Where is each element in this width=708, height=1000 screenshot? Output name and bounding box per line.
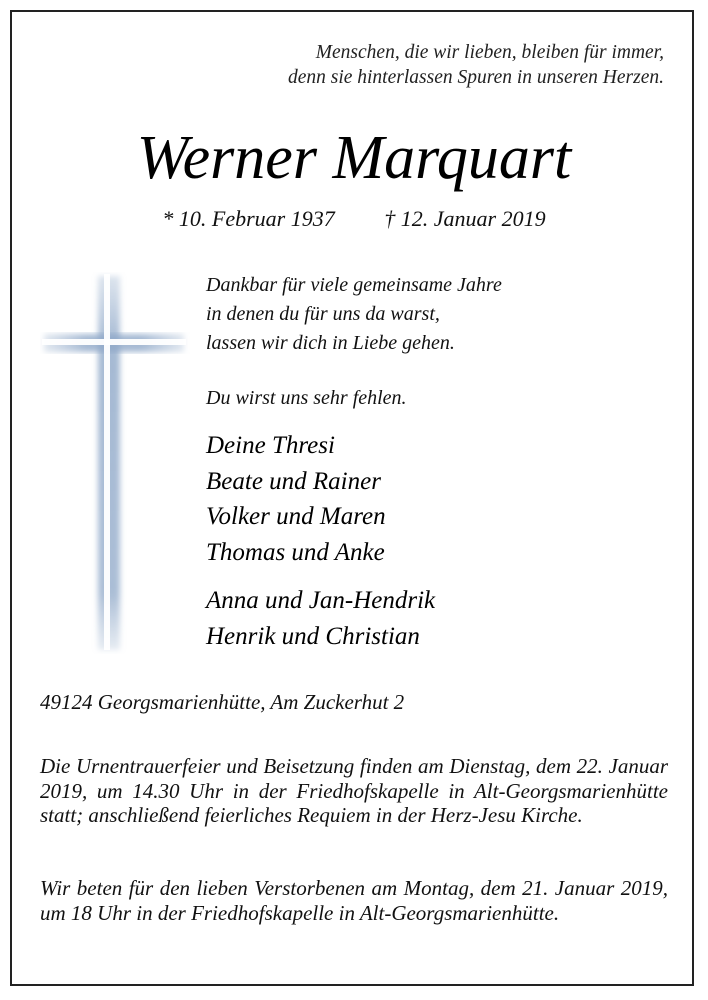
cross-icon [40,272,190,654]
life-dates [0,205,708,233]
mourner-name: Deine Thresi [206,432,335,459]
funeral-notice: Die Urnentrauerfeier und Beisetzung finden am Dienstag, dem 22. Januar 2019, um 14.30 Uhr in der Friedhofskapelle in Alt-Georgsmarienhütte statt; anschließend feierliches Requiem in der Herz-Jesu Kirche. [40,754,668,827]
mourner-name: Volker und Maren [206,503,386,530]
mourner-name: Thomas und Anke [206,538,385,566]
motto-line: Menschen, die wir lieben, bleiben für immer, [315,42,664,63]
mourner-name: Henrik und Christian [206,622,420,650]
death-date: † 12. Januar 2019 [384,206,546,231]
motto-line: denn sie hinterlassen Spuren in unseren Herzen. [287,67,664,88]
verse-line: lassen wir dich in Liebe gehen. [206,332,455,354]
verse-line: Dankbar für viele gemeinsame Jahre [206,274,502,296]
verse [206,271,502,358]
motto [288,40,664,90]
verse-line: in denen du für uns da warst, [206,303,440,325]
verse-closing: Du wirst uns sehr fehlen. [206,387,407,409]
birth-date: * 10. Februar 1937 [162,206,335,231]
mourners-group-2 [206,583,435,654]
mourner-name: Beate und Rainer [206,467,381,495]
address: 49124 Georgsmarienhütte, Am Zuckerhut 2 [40,690,405,714]
prayer-notice: Wir beten für den lieben Verstorbenen am Montag, dem 21. Januar 2019, um 18 Uhr in der Friedhofskapelle in Alt-Georgsmarienhütte. [40,876,668,925]
mourner-name: Anna und Jan-Hendrik [206,587,436,614]
mourners-group-1 [206,428,386,570]
deceased-name: Werner Marquart [136,124,572,192]
